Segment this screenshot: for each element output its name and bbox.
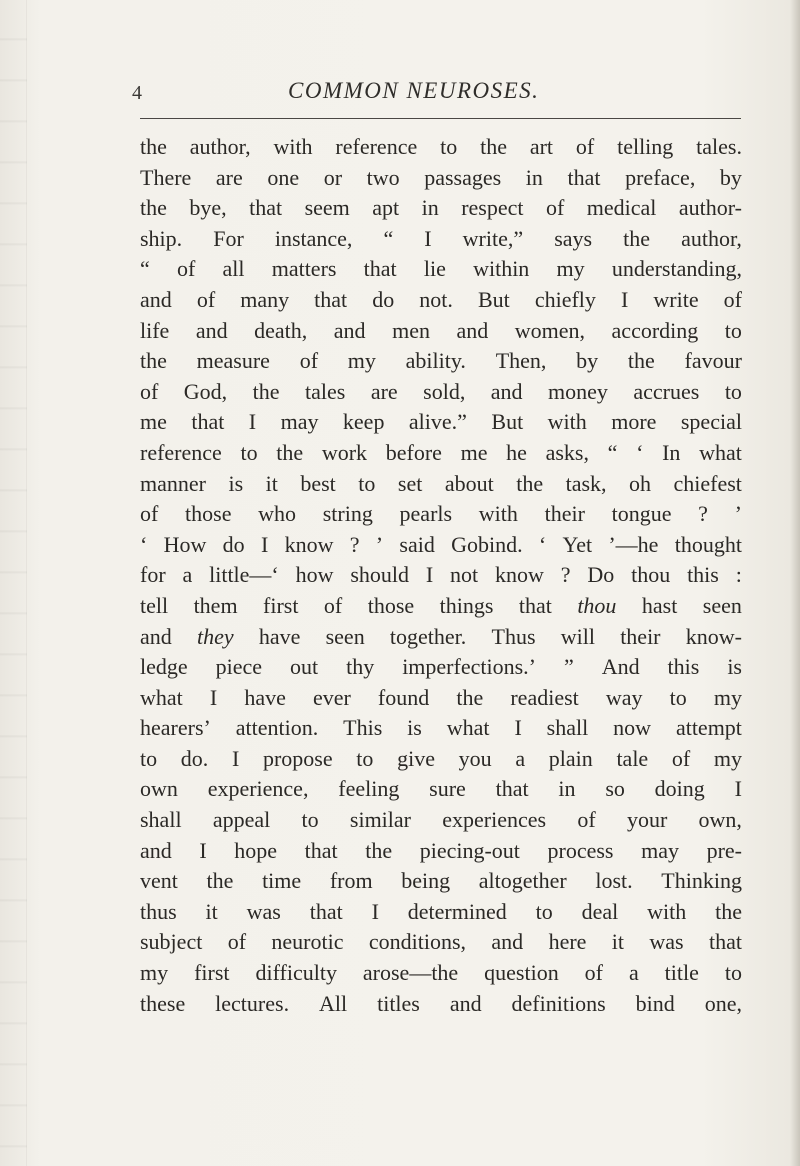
header-rule (140, 118, 741, 119)
text-line: own experience, feeling sure that in so doing I (140, 776, 742, 802)
text-line: the measure of my ability. Then, by the favour (140, 348, 742, 374)
text-line: vent the time from being altogether lost. Thinking (140, 868, 742, 894)
text-line: tell them first of those things that thou hast seen (140, 592, 742, 618)
running-head: COMMON NEUROSES. (288, 78, 540, 103)
text-line: reference to the work before me he asks, “ ‘ In what (140, 439, 742, 465)
text-line: subject of neurotic conditions, and here it was that (140, 929, 742, 955)
page-header (0, 78, 800, 118)
text-line: and they have seen together. Thus will their know- (140, 623, 742, 649)
text-line: the bye, that seem apt in respect of medical author- (140, 195, 742, 221)
text-line: ledge piece out thy imperfections.’ ” And this is (140, 654, 742, 680)
text-line: these lectures. All titles and definitions bind one, (140, 990, 742, 1016)
page-number: 4 (132, 82, 142, 104)
page-gutter (0, 0, 27, 1166)
text-line: my first difficulty arose—the question of a title to (140, 960, 742, 986)
text-line: life and death, and men and women, according to (140, 317, 742, 343)
text-line: ‘ How do I know ? ’ said Gobind. ‘ Yet ’—he thought (140, 531, 742, 557)
text-line: shall appeal to similar experiences of your own, (140, 807, 742, 833)
text-line: ship. For instance, “ I write,” says the author, (140, 225, 742, 251)
body-text (140, 132, 742, 1019)
text-line: and of many that do not. But chiefly I write of (140, 286, 742, 312)
text-line: of God, the tales are sold, and money accrues to (140, 378, 742, 404)
text-line: what I have ever found the readiest way to my (140, 684, 742, 710)
text-line: of those who string pearls with their tongue ? ’ (140, 501, 742, 527)
text-line: and I hope that the piecing-out process may pre- (140, 837, 742, 863)
text-line: the author, with reference to the art of telling tales. (140, 134, 742, 159)
text-line: “ of all matters that lie within my understanding, (140, 256, 742, 282)
text-line: to do. I propose to give you a plain tale of my (140, 745, 742, 771)
text-line: me that I may keep alive.” But with more special (140, 409, 742, 435)
text-line: thus it was that I determined to deal with the (140, 898, 742, 924)
text-line: hearers’ attention. This is what I shall now attempt (140, 715, 742, 741)
text-line: manner is it best to set about the task, oh chiefest (140, 470, 742, 496)
text-line: for a little—‘ how should I not know ? Do thou this : (140, 562, 742, 588)
text-line: There are one or two passages in that preface, by (140, 164, 742, 190)
